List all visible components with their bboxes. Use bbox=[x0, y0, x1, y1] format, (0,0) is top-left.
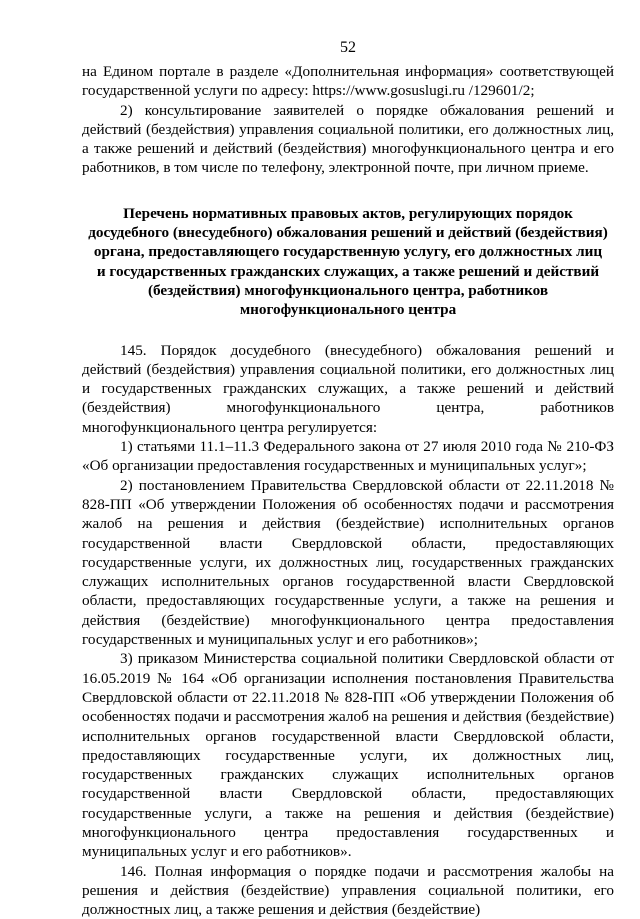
heading-line: органа, предоставляющего государственную услугу, его должностных лиц bbox=[93, 243, 603, 261]
heading-line: Перечень нормативных правовых актов, регулирующих порядок bbox=[123, 204, 573, 222]
paragraph-145-item-1: 1) статьями 11.1–11.3 Федерального закона от 27 июля 2010 года № 210-ФЗ «Об организации предоставления государственных и муниципальных услуг»; bbox=[82, 438, 614, 475]
paragraph-145-item-3: 3) приказом Министерства социальной политики Свердловской области от 16.05.2019 № 164 «Об организации исполнения постановления Правительства Свердловской области от 22.11.2018 № 828-ПП «Об утверждении Положения об особенностях подачи и рассмотрения жалоб на решения и действия (бездействие) исполнительных органов государственной власти Свердловской области, предоставляющих государственные услуги, их должностных лиц, государственных гражданских служащих исполнительных органов государственной власти Свердловской области, предоставляющих государственные услуги, а также на решения и действия (бездействие) многофункционального центра предоставления государственных и муниципальных услуг и его работников». bbox=[82, 650, 614, 861]
paragraph-item-2-consulting: 2) консультирование заявителей о порядке обжалования решений и действий (бездействия) управления социальной политики, его должностных лиц, а также решений и действий (бездействия) многофункционального центра и его работников, в том числе по телефону, электронной почте, при личном приеме. bbox=[82, 101, 614, 177]
page-number: 52 bbox=[340, 39, 356, 56]
heading-line: и государственных гражданских служащих, а также решений и действий bbox=[96, 262, 600, 280]
spacer bbox=[82, 178, 614, 190]
paragraph-145: 145. Порядок досудебного (внесудебного) обжалования решений и действий (бездействия) управления социальной политики, его должностных лиц и государственных гражданских служащих, а также решений и действий (бездействия) многофункционального центра, работников многофункционального центра регулируется: bbox=[82, 341, 614, 436]
section-heading bbox=[82, 204, 614, 320]
heading-line: досудебного (внесудебного) обжалования решений и действий (бездействия) bbox=[88, 224, 608, 242]
paragraph-145-item-2: 2) постановлением Правительства Свердловской области от 22.11.2018 № 828-ПП «Об утверждении Положения об особенностях подачи и рассмотрения жалоб на решения и действия (бездействие) исполнительных органов государственной власти Свердловской области, предоставляющих государственные услуги, их должностных лиц, государственных гражданских служащих исполнительных органов государственной власти Свердловской области, предоставляющих государственные услуги, а также на решения и действия (бездействие) многофункционального центра предоставления государственных и муниципальных услуг и его работников»; bbox=[82, 476, 614, 649]
paragraph-146: 146. Полная информация о порядке подачи и рассмотрения жалобы на решения и действия (бездействие) управления социальной политики, его должностных лиц, а также решения и действия (бездействие) bbox=[82, 862, 614, 919]
heading-line: многофункционального центра bbox=[239, 301, 457, 319]
heading-line: (бездействия) многофункционального центра, работников bbox=[147, 281, 549, 299]
paragraph-continuation: на Едином портале в разделе «Дополнительная информация» соответствующей государственной услуги по адресу: https://www.gosuslugi.ru /129601/2; bbox=[82, 63, 614, 100]
